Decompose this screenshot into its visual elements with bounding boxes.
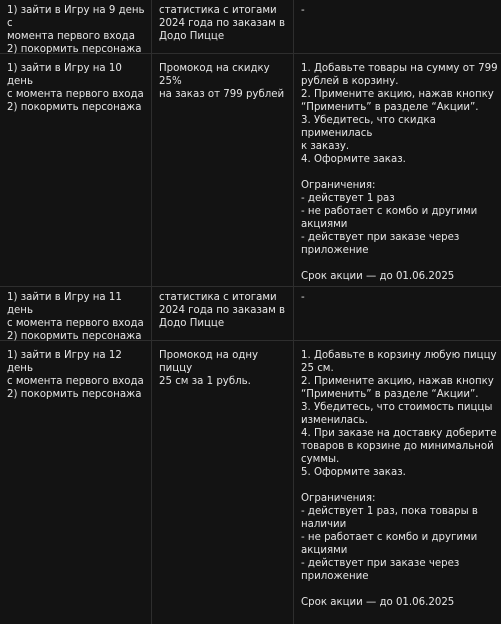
- table-row: [0, 287, 501, 340]
- table-row: [0, 54, 501, 286]
- conditions-cell: 1. Добавьте товары на сумму от 799 рублей в корзину. 2. Примените акцию, нажав кнопку “Применить” в разделе “Акции”. 3. Убедитесь, что скидка применилась к заказу. 4. Оформите заказ. Ограничения: - действует 1 раз - не работает с комбо и другими акциями - действует при заказе через приложение Срок акции — до 01.06.2025: [301, 63, 498, 282]
- reward-cell: Промокод на скидку 25% на заказ от 799 рублей: [159, 63, 285, 100]
- conditions-cell: 1. Добавьте в корзину любую пиццу 25 см. 2. Примените акцию, нажав кнопку “Применить” в разделе “Акции”. 3. Убедитесь, что стоимость пиццы изменилась. 4. При заказе на доставку доберите товаров в корзине до минимальной суммы. 5. Оформите заказ. Ограничения: - действует 1 раз, пока товары в наличии - не работает с комбо и другими акциями - действует при заказе через приложение Срок акции — до 01.06.2025: [301, 350, 497, 608]
- table-row: [0, 341, 501, 624]
- reward-cell: статистика с итогами 2024 года по заказам в Додо Пицце: [159, 5, 286, 42]
- task-cell: 1) зайти в Игру на 12 день с момента первого входа 2) покормить персонажа: [7, 350, 144, 400]
- conditions-cell: -: [301, 292, 305, 303]
- table-row: [0, 0, 501, 53]
- conditions-cell: -: [301, 5, 305, 16]
- reward-cell: статистика с итогами 2024 года по заказам в Додо Пицце: [159, 292, 286, 329]
- task-cell: 1) зайти в Игру на 10 день с момента первого входа 2) покормить персонажа: [7, 63, 144, 113]
- task-cell: 1) зайти в Игру на 9 день с момента первого входа 2) покормить персонажа: [7, 5, 145, 55]
- reward-cell: Промокод на одну пиццу 25 см за 1 рубль.: [159, 350, 259, 387]
- task-cell: 1) зайти в Игру на 11 день с момента первого входа 2) покормить персонажа: [7, 292, 144, 342]
